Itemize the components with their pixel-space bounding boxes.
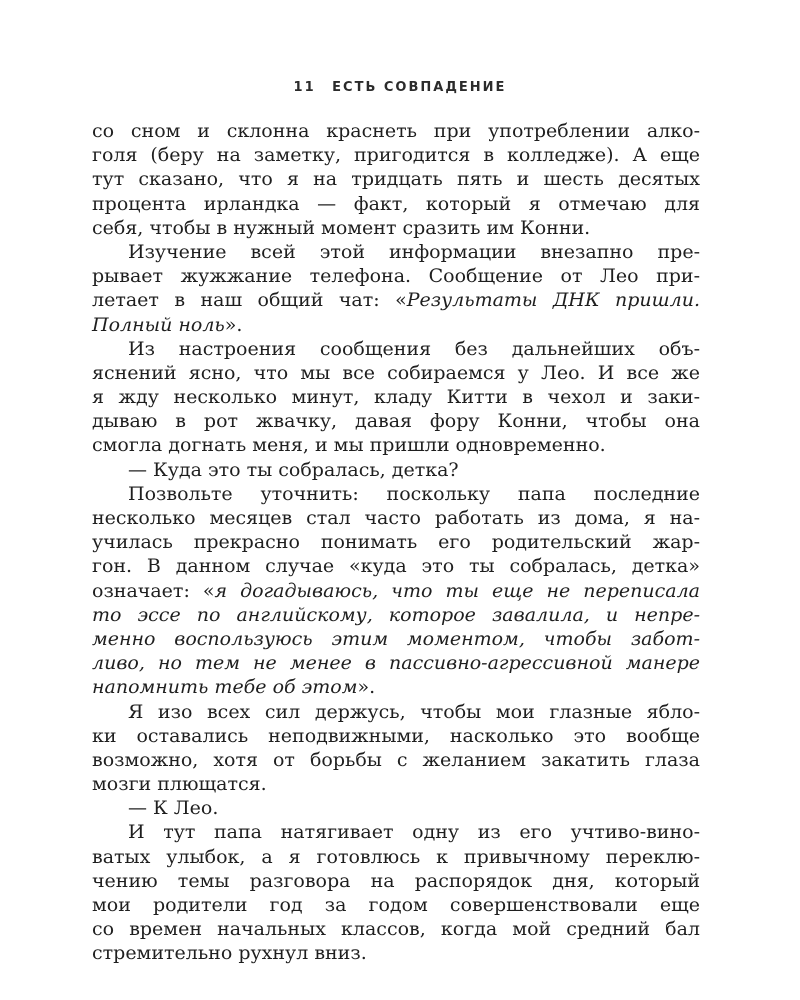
text-line: Я изо всех сил держусь, чтобы мои глазные ябло-	[128, 700, 700, 723]
text-line: со времен начальных классов, когда мой средний бал	[92, 918, 700, 941]
text-line	[92, 627, 700, 651]
text-line: Позвольте уточнить: поскольку папа последние	[128, 482, 700, 505]
text-line: рывает жужжание телефона. Сообщение от Лео при-	[92, 265, 700, 288]
text-line: я жду несколько минут, кладу Китти в чехол и заки-	[92, 386, 700, 409]
text-line: ки оставались неподвижными, насколько это вообще	[92, 724, 700, 747]
body-text	[92, 119, 700, 966]
text-fragment: ».	[357, 676, 376, 699]
text-line	[92, 313, 700, 337]
text-line: себя, чтобы в нужный момент сразить им Конни.	[92, 216, 591, 239]
running-header	[0, 80, 800, 95]
text-line	[92, 675, 700, 699]
text-line: тут сказано, что я на тридцать пять и шесть десятых	[92, 168, 700, 191]
text-line: И тут папа натягивает одну из его учтиво-вино-	[128, 821, 700, 844]
text-line: училась прекрасно понимать его родительский жар-	[92, 531, 700, 554]
text-line: ватых улыбок, а я готовлюсь к привычному переклю-	[92, 845, 700, 868]
italic-fragment: ливо, но тем не менее в пассивно-агрессивной манере	[92, 652, 700, 675]
italic-fragment: я догадываюсь, что ты еще не переписала	[214, 579, 700, 602]
text-line: яснений ясно, что мы все собираемся у Лео. И все же	[92, 361, 700, 384]
chapter-title: ЕСТЬ СОВПАДЕНИЕ	[332, 80, 507, 95]
text-line: стремительно рухнул вниз.	[92, 942, 367, 965]
text-line: мозги плющатся.	[92, 773, 267, 796]
text-line: процента ирландка — факт, который я отмечаю для	[92, 192, 700, 215]
text-line	[92, 651, 700, 675]
text-line	[92, 579, 700, 603]
text-line: возможно, хотя от борьбы с желанием закатить глаза	[92, 748, 700, 771]
text-line: голя (беру на заметку, пригодится в колледже). А еще	[92, 144, 700, 167]
text-line	[92, 603, 700, 627]
text-line: — К Лео.	[128, 797, 219, 820]
text-line: Из настроения сообщения без дальнейших объ-	[128, 337, 700, 360]
text-line: — Куда это ты собралась, детка?	[128, 458, 459, 481]
italic-fragment: напомнить тебе об этом	[92, 676, 358, 699]
text-line: мои родители год за годом совершенствовали еще	[92, 894, 700, 916]
italic-fragment: менно воспользуюсь этим моментом, чтобы забот-	[92, 627, 700, 650]
text-line: несколько месяцев стал часто работать из дома, я на-	[92, 507, 700, 529]
text-line: чению темы разговора на распорядок дня, который	[92, 869, 700, 892]
text-line: дываю в рот жвачку, давая фору Конни, чтобы она	[92, 410, 700, 433]
text-fragment: означает: «	[92, 579, 215, 602]
text-line	[92, 288, 700, 312]
page-number: 11	[293, 80, 316, 95]
text-fragment: ».	[224, 313, 243, 336]
text-fragment: летает в наш общий чат: «	[92, 289, 407, 312]
italic-fragment: Результаты ДНК пришли.	[406, 289, 700, 312]
italic-fragment: то эссе по английскому, которое завалила, и непре-	[92, 603, 700, 626]
text-line: Изучение всей этой информации внезапно пре-	[128, 240, 700, 263]
text-line: со сном и склонна краснеть при употреблении алко-	[92, 120, 700, 142]
text-line: гон. В данном случае «куда это ты собралась, детка»	[92, 555, 700, 578]
text-line: смогла догнать меня, и мы пришли одновременно.	[92, 434, 606, 457]
italic-fragment: Полный ноль	[92, 313, 225, 336]
